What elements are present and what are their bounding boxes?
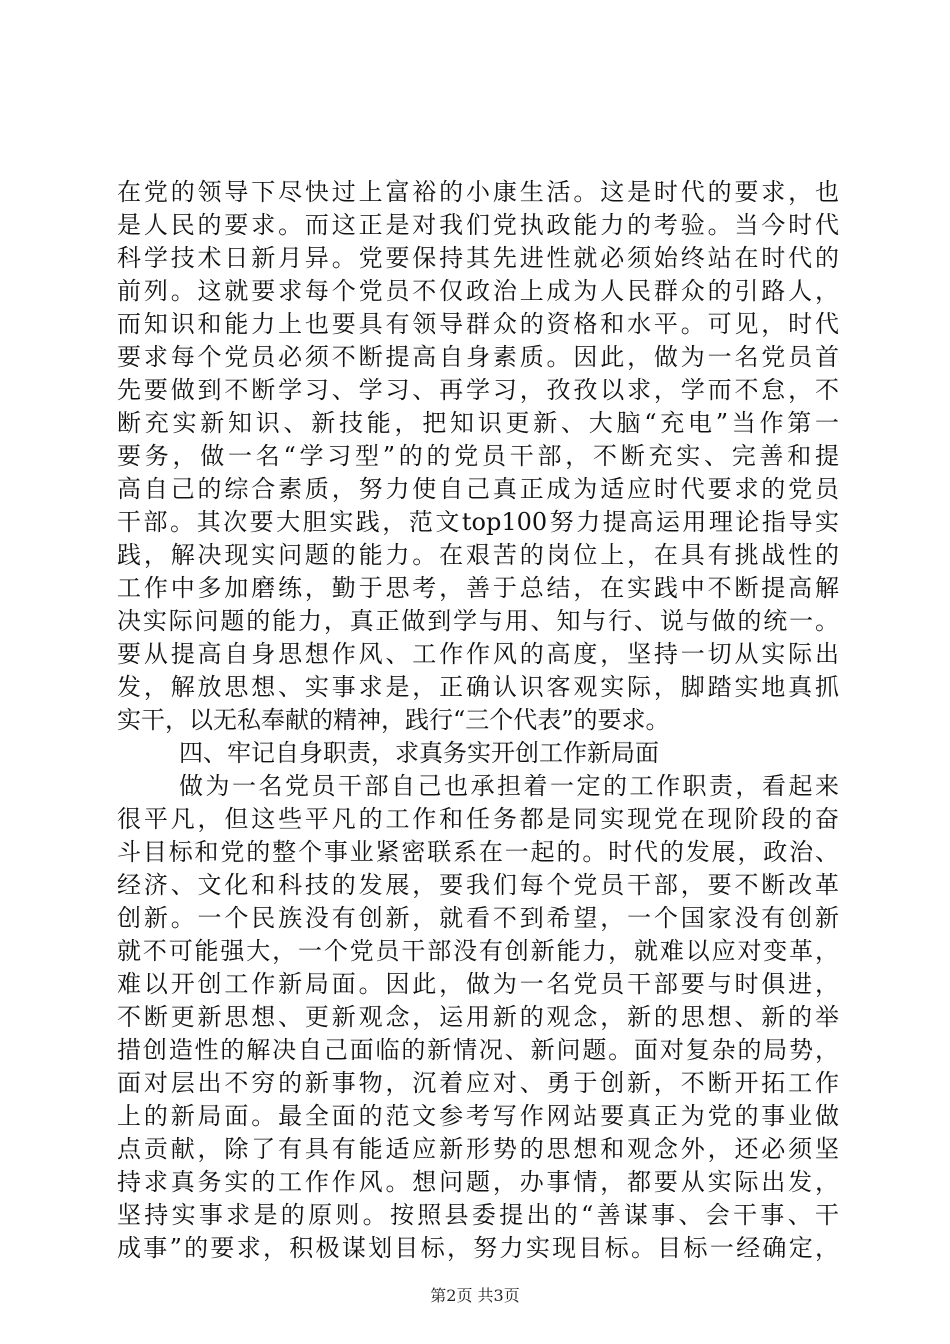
text-line: 坚持实事求是的原则。按照县委提出的“善谋事、会干事、干 [117, 1201, 839, 1229]
text-line: 在党的领导下尽快过上富裕的小康生活。这是时代的要求，也 [117, 178, 839, 206]
section-heading: 四、牢记自身职责，求真务实开创工作新局面 [179, 739, 659, 767]
text-line: 上的新局面。最全面的范文参考写作网站要真正为党的事业做 [117, 1102, 839, 1130]
text-line: 持求真务实的工作作风。想问题，办事情，都要从实际出发， [117, 1168, 839, 1196]
text-line: 就不可能强大，一个党员干部没有创新能力，就难以应对变革， [117, 937, 839, 965]
text-line: 要从提高自身思想作风、工作作风的高度，坚持一切从实际出 [117, 640, 839, 668]
text-line: 措创造性的解决自己面临的新情况、新问题。面对复杂的局势， [117, 1036, 839, 1064]
text-line: 成事”的要求，积极谋划目标，努力实现目标。目标一经确定， [117, 1234, 839, 1262]
text-line: 而知识和能力上也要具有领导群众的资格和水平。可见，时代 [117, 310, 839, 338]
text-line: 创新。一个民族没有创新，就看不到希望，一个国家没有创新 [117, 904, 839, 932]
text-line: 践，解决现实问题的能力。在艰苦的岗位上，在具有挑战性的 [117, 541, 839, 569]
text-line: 工作中多加磨练，勤于思考，善于总结，在实践中不断提高解 [117, 574, 839, 602]
text-line: 面对层出不穷的新事物，沉着应对、勇于创新，不断开拓工作 [117, 1069, 839, 1097]
text-line: 要求每个党员必须不断提高自身素质。因此，做为一名党员首 [117, 343, 839, 371]
text-line: 斗目标和党的整个事业紧密联系在一起的。时代的发展，政治、 [117, 838, 839, 866]
text-line: 难以开创工作新局面。因此，做为一名党员干部要与时俱进， [117, 970, 839, 998]
paragraph-1 [117, 176, 839, 737]
text-line: 经济、文化和科技的发展，要我们每个党员干部，要不断改革 [117, 871, 839, 899]
text-line: 先要做到不断学习、学习、再学习，孜孜以求，学而不怠，不 [117, 376, 839, 404]
text-line: 干部。其次要大胆实践，范文top100努力提高运用理论指导实 [117, 508, 839, 536]
text-line: 不断更新思想、更新观念，运用新的观念，新的思想、新的举 [117, 1003, 839, 1031]
text-line: 断充实新知识、新技能，把知识更新、大脑“充电”当作第一 [117, 409, 839, 437]
body-text [117, 176, 839, 1265]
text-line: 很平凡，但这些平凡的工作和任务都是同实现党在现阶段的奋 [117, 805, 839, 833]
text-line: 点贡献，除了有具有能适应新形势的思想和观念外，还必须坚 [117, 1135, 839, 1163]
page-footer: 第2页 共3页 [430, 1286, 520, 1305]
text-line: 决实际问题的能力，真正做到学与用、知与行、说与做的统一。 [117, 607, 839, 635]
text-line: 科学技术日新月异。党要保持其先进性就必须始终站在时代的 [117, 244, 839, 272]
text-line: 发，解放思想、实事求是，正确认识客观实际，脚踏实地真抓 [117, 673, 839, 701]
text-line: 实干，以无私奉献的精神，践行“三个代表”的要求。 [117, 706, 670, 734]
text-line: 做为一名党员干部自己也承担着一定的工作职责，看起来 [179, 772, 839, 800]
paragraph-2 [117, 770, 839, 1265]
text-line: 是人民的要求。而这正是对我们党执政能力的考验。当今时代 [117, 211, 839, 239]
text-line: 前列。这就要求每个党员不仅政治上成为人民群众的引路人， [117, 277, 839, 305]
text-line: 高自己的综合素质，努力使自己真正成为适应时代要求的党员 [117, 475, 839, 503]
text-line: 要务，做一名“学习型”的的党员干部，不断充实、完善和提 [117, 442, 839, 470]
